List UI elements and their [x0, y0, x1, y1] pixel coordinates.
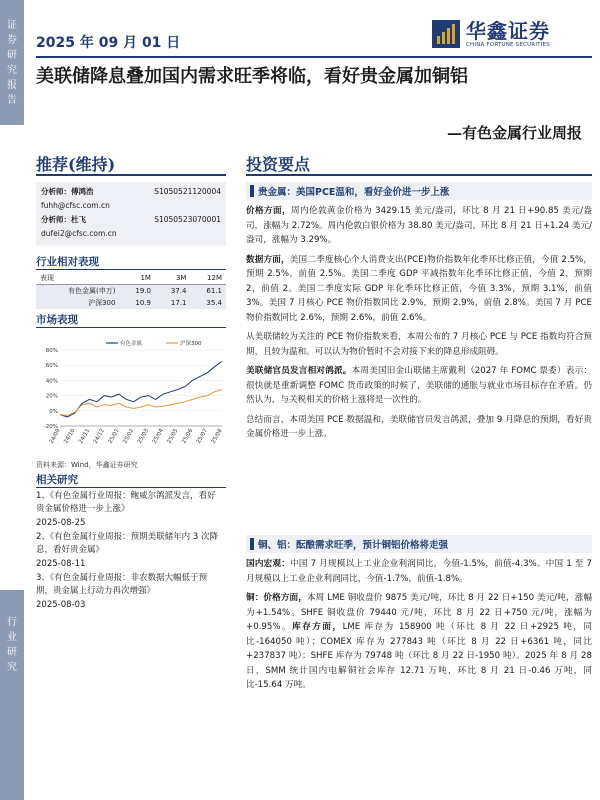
x-tick-label: 25/02	[122, 428, 136, 445]
analyst-info	[36, 182, 226, 246]
table-cell: 10.9	[119, 297, 155, 309]
report-type-sidebar	[0, 0, 24, 125]
table-header: 3M	[155, 272, 191, 285]
section-marker-icon	[250, 185, 254, 197]
analyst-cert: S1050521120004	[154, 187, 221, 196]
investment-highlights-heading: 投资要点	[246, 155, 311, 174]
analyst-name: 分析师：杜飞	[41, 215, 86, 224]
related-item-date: 2025-08-25	[36, 518, 86, 528]
logo-name-en: CHINA FORTUNE SECURITIES	[466, 42, 550, 48]
table-header: 12M	[190, 272, 226, 285]
sidebar-char: 业	[7, 632, 17, 643]
right-divider	[246, 174, 592, 176]
legend-label: 沪深300	[180, 341, 202, 347]
x-tick-label: 24/10	[63, 428, 77, 445]
table-cell: 37.4	[155, 285, 191, 298]
paragraph-text: 本周 LME 铜收盘价 9875 美元/吨，环比 8 月 22 日+150 美元/吨，涨幅为+1.54%。SHFE 铜收盘价 79440 元/吨，环比 8 月 22 日+750 元/吨，涨幅为+0.95%。	[246, 593, 592, 632]
related-heading: 相关研究	[36, 474, 78, 486]
x-tick-label: 25/06	[181, 428, 195, 445]
report-subtitle: —有色金属行业周报	[446, 124, 582, 142]
related-item-date: 2025-08-11	[36, 559, 86, 569]
x-tick-label: 25/07	[195, 428, 210, 445]
table-header: 1M	[119, 272, 155, 285]
x-tick-label: 24/09	[48, 428, 62, 445]
related-item-title[interactable]: 2、《有色金属行业周报：预期美联储年内 3 次降息，看好贵金属》	[36, 532, 218, 555]
series-line	[60, 361, 222, 417]
research-type-sidebar	[0, 590, 24, 800]
market-chart-svg	[36, 338, 226, 458]
y-tick-label: 0%	[49, 408, 58, 415]
sidebar-char: 报	[7, 79, 17, 91]
paragraph	[246, 204, 592, 248]
perf-divider	[36, 269, 226, 270]
paragraph-lead: 铜：价格方面，	[246, 593, 307, 603]
y-tick-label: 40%	[45, 378, 58, 385]
x-tick-label: 25/04	[151, 428, 165, 445]
table-cell: 有色金属(申万)	[36, 285, 119, 298]
paragraph-text: 美国二季度核心个人消费支出(PCE)物价指数年化季环比修正值，今值 2.5%，预期 2.5%，前值 2.5%。美国二季度 GDP 平减指数年化季环比修正值，今值 2，预期 2，前值 2。美国二季度实际 GDP 年化季环比修正值，今值 3.3%，预期 3.1%，前值 3%。美国 7 月核心 PCE 物价指数同比 2.9%，预期 2.9%，前值 2.8%。美国 7 月 PCE 物价指数同比 2.6%，预期 2.6%，前值 2.6%。	[246, 254, 592, 323]
sidebar-char: 证	[7, 19, 17, 31]
table-row	[36, 297, 226, 309]
section-title: 贵金属：美国PCE温和，看好金价进一步上涨	[258, 187, 450, 198]
x-tick-label: 25/05	[166, 428, 180, 445]
perf-heading: 行业相对表现	[36, 256, 99, 268]
table-cell: 17.1	[155, 297, 191, 309]
paragraph-text: 总结而言，本周美国 PCE 数据温和，美联储官员发言鸽派，叠加 9 月降息的预期，看好贵金属价格进一步上涨。	[246, 414, 592, 439]
analyst-email[interactable]: fuhh@cfsc.com.cn	[41, 201, 110, 210]
section-marker-icon	[250, 538, 254, 550]
table-row	[36, 285, 226, 298]
paragraph	[246, 557, 592, 586]
rating-divider	[36, 174, 226, 176]
sidebar-char: 究	[7, 64, 17, 76]
paragraph	[246, 413, 592, 442]
related-item-title[interactable]: 3、《有色金属行业周报：非农数据大幅低于预期，贵金属上行动力再次增强》	[36, 573, 208, 596]
related-item-title[interactable]: 1、《有色金属行业周报：鲍威尔鸽派发言，看好贵金属价格进一步上涨》	[36, 491, 216, 514]
x-tick-label: 25/08	[210, 428, 224, 445]
paragraph-lead: 库存方面，	[292, 622, 343, 632]
x-tick-label: 24/11	[78, 428, 92, 445]
section-precious-metals-body	[246, 204, 592, 447]
y-tick-label: -20%	[43, 424, 58, 430]
related-research-list	[36, 490, 220, 613]
table-header: 表现	[36, 272, 119, 285]
company-logo	[432, 14, 592, 54]
table-cell: 19.0	[119, 285, 155, 298]
y-tick-label: 20%	[45, 393, 58, 400]
analyst-cert: S1050523070001	[154, 215, 221, 224]
paragraph-text: 从美联储较为关注的 PCE 物价指数来看，本周公布的 7 月核心 PCE 与 PCE 指数均符合预期，且较为温和。可以认为物价暂时不会对接下来的降息形成阻碍。	[246, 332, 592, 357]
table-cell: 沪深300	[36, 297, 119, 309]
sidebar-char: 究	[7, 662, 17, 673]
sidebar-char: 行	[7, 617, 17, 628]
paragraph-text: 本周美国旧金山联储主席戴利（2027 年 FOMC 票委）表示：很快就是重新调整 FOMC 货币政策的时候了，美联储的通胀与就业市场目标存在矛盾。仍然认为，与关税相关的价格上涨将是一次性的。	[246, 366, 592, 405]
header-divider	[36, 56, 592, 58]
table-cell: 35.4	[190, 297, 226, 309]
analyst-name: 分析师：傅鸿浩	[41, 187, 94, 196]
legend-label: 有色金属	[120, 341, 143, 347]
paragraph-lead: 美联储官员发言相对鸽派。	[246, 366, 352, 376]
paragraph	[246, 364, 592, 408]
section-precious-metals	[246, 182, 592, 200]
market-divider	[36, 327, 226, 328]
sidebar-char: 研	[7, 647, 17, 658]
sidebar-char: 券	[7, 34, 17, 46]
report-title: 美联储降息叠加国内需求旺季将临，看好贵金属加铜铝	[36, 66, 468, 87]
paragraph-text: 中国 7 月规模以上工业企业利润同比，今值-1.5%，前值-4.3%。中国 1 至 7 月规模以上工业企业利润同比，今值-1.7%，前值-1.8%。	[246, 559, 592, 584]
rating-label: 推荐(维持)	[36, 155, 116, 174]
y-tick-label: 60%	[45, 363, 58, 370]
section-copper-aluminum-body	[246, 557, 592, 698]
paragraph	[246, 591, 592, 693]
report-date: 2025 年 09 月 01 日	[36, 35, 181, 51]
sidebar-char: 研	[7, 49, 17, 61]
x-tick-label: 24/12	[92, 428, 106, 445]
section-title: 铜、铝：酝酿需求旺季，预计铜铝价格将走强	[258, 540, 449, 551]
chart-source: 资料来源：Wind，华鑫证券研究	[36, 461, 138, 469]
section-copper-aluminum	[246, 535, 592, 553]
paragraph-lead: 国内宏观：	[246, 559, 291, 569]
x-tick-label: 25/01	[107, 428, 121, 445]
related-divider	[36, 487, 226, 488]
paragraph	[246, 330, 592, 359]
table-cell: 61.1	[190, 285, 226, 298]
analyst-email[interactable]: dufei2@cfsc.com.cn	[41, 229, 117, 238]
market-heading: 市场表现	[36, 314, 78, 326]
x-tick-label: 25/03	[136, 428, 151, 445]
paragraph-text: 周内伦敦黄金价格为 3429.15 美元/盎司，环比 8 月 21 日+90.85 美元/盎司，涨幅为 2.72%。周内伦敦白银价格为 38.80 美元/盎司，环比 8 月 21 日+1.24 美元/盎司，涨幅为 3.29%。	[246, 206, 592, 245]
logo-name-cn: 华鑫证券	[466, 19, 550, 43]
paragraph-lead: 数据方面，	[246, 254, 290, 265]
paragraph-lead: 价格方面，	[246, 206, 292, 216]
performance-table	[36, 272, 226, 309]
logo-mark-icon	[432, 20, 460, 48]
paragraph	[246, 253, 592, 326]
sidebar-char: 告	[7, 94, 17, 106]
y-tick-label: 80%	[45, 348, 58, 354]
market-chart	[36, 338, 226, 458]
related-item-date: 2025-08-03	[36, 600, 86, 610]
paragraph-text: LME 库存为 158900 吨（环比 8 月 22 日+2925 吨，同比-164050 吨）；COMEX 库存为 277843 吨（环比 8 月 22 日+6361 吨，同比+237837 吨）；SHFE 库存为 79748 吨（环比 8 月 22 日-1950 吨）。2025 年 8 月 28 日，SMM 统计国内电解铜社会库存 12.71 万吨，环比 8 月 21 日-0.46 万吨，同比-15.64 万吨。	[246, 622, 592, 690]
